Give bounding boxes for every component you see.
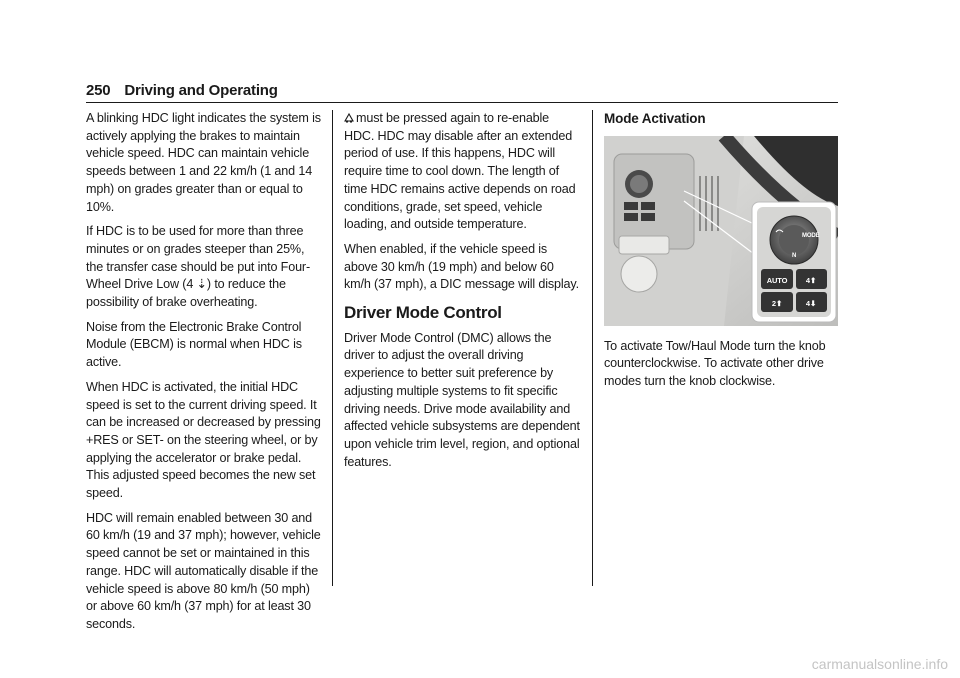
page-number: 250 bbox=[86, 82, 111, 99]
watermark: carmanualsonline.info bbox=[811, 656, 948, 672]
neutral-label: N bbox=[792, 252, 797, 259]
section-title: Driving and Operating bbox=[124, 82, 278, 99]
auto-button-label: AUTO bbox=[766, 275, 788, 285]
paragraph: If HDC is to be used for more than three minutes or on grades steeper than 25%, the transfer case should be put into Four-Wheel Drive Low (4 ⇣) to reduce the possibility of brake overheating. bbox=[86, 224, 311, 310]
paragraph: Driver Mode Control (DMC) allows the driver to adjust the overall driving experience to better suit preference by adjusting multiple systems to fit specific driving needs. Drive mode availability and affected vehicle subsystems are dependent upon vehicle trim level, region, and optional features. bbox=[344, 330, 580, 469]
mode-control-photo bbox=[604, 136, 838, 326]
paragraph: To activate Tow/Haul Mode turn the knob counterclockwise. To activate other drive modes turn the knob clockwise. bbox=[604, 338, 826, 389]
column-3 bbox=[604, 110, 840, 398]
subsection-heading: Mode Activation bbox=[604, 111, 706, 126]
paragraph: Noise from the Electronic Brake Control Module (EBCM) is normal when HDC is active. bbox=[86, 319, 302, 370]
mode-control-illustration bbox=[604, 136, 838, 326]
column-2 bbox=[344, 110, 580, 478]
paragraph: When HDC is activated, the initial HDC speed is set to the current driving speed. It can be increased or decreased by pressing +RES or SET- on the steering wheel, or by applying the accelerator or brake pedal. This adjusted speed becomes the new set speed. bbox=[86, 379, 321, 501]
hdc-icon bbox=[344, 112, 354, 123]
header-rule bbox=[86, 102, 838, 103]
section-heading: Driver Mode Control bbox=[344, 303, 502, 323]
paragraph bbox=[344, 110, 580, 234]
column-divider bbox=[332, 110, 333, 586]
paragraph: A blinking HDC light indicates the system is actively applying the brakes to maintain vehicle speed. HDC can maintain vehicle speeds between 1 and 22 km/h (1 and 14 mph) on grades greater than or equal to 10%. bbox=[86, 111, 321, 214]
page-header bbox=[86, 82, 278, 99]
column-divider bbox=[592, 110, 593, 586]
4hi-button-label: 4⬆ bbox=[805, 275, 817, 285]
paragraph-text: must be pressed again to re-enable HDC. HDC may disable after an extended period of use. If this happens, HDC will require time to cool down. The length of time HDC remains active depends on road conditions, grade, set speed, vehicle loading, and outside temperature. bbox=[344, 111, 576, 232]
column-1 bbox=[86, 110, 322, 641]
paragraph: When enabled, if the vehicle speed is above 30 km/h (19 mph) and below 60 km/h (37 mph), a DIC message will display. bbox=[344, 241, 579, 292]
paragraph: HDC will remain enabled between 30 and 60 km/h (19 and 37 mph); however, vehicle speed cannot be set or maintained in this range. HDC will automatically disable if the vehicle speed is above 80 km/h (50 mph) or above 60 km/h (37 mph) for at least 30 seconds. bbox=[86, 510, 321, 631]
4lo-button-label: 4⬇ bbox=[805, 298, 817, 308]
2hi-button-label: 2⬆ bbox=[771, 298, 783, 308]
knob-label: MODE bbox=[802, 232, 820, 239]
